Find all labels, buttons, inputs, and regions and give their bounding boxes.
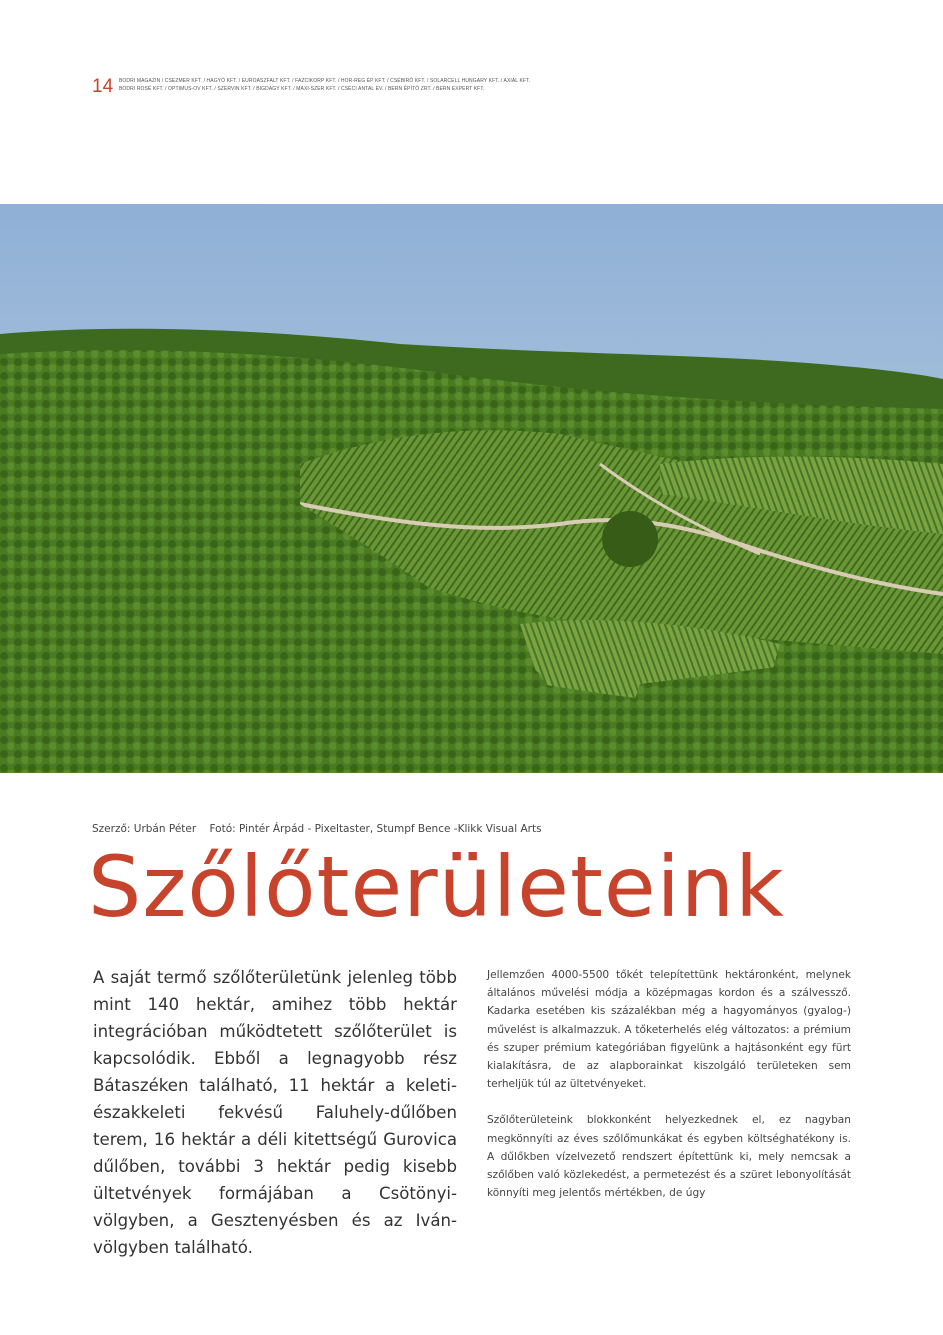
vineyard-landscape-photo [0,204,943,773]
lead-paragraph: A saját termő szőlőterületünk jelenleg több mint 140 hektár, amihez több hektár integrációban működtetett szőlőterület is kapcsolódik. Ebből a legnagyobb rész Bátaszéken található, 11 hektár a keleti-északkeleti fekvésű Faluhely-dűlőben terem, 16 hektár a déli kitettségű Gurovica dűlőben, további 3 hektár pedig kisebb ültetvények formájában a Csötönyi-völgyben, a Gesztenyésben és az Iván-völgyben található. [93,968,457,1257]
page-number: 14 [92,76,114,97]
sponsor-line: BODRI MAGAZIN / CSEZMER KFT. / HAGYÓ KFT. / EUROASZFALT KFT. / FAZCIKORP KFT. / HOR-REG ÉP KFT. / CSÉBIRÓ KFT. / SOLARCELL HUNGARY KFT. / AXIÁL KFT. [119,78,531,84]
body-paragraph: Jellemzően 4000-5500 tőkét telepítettünk hektáronként, melynek általános művelési módja a középmagas kordon és a szálvessző. Kadarka esetében kis százalékban még a hagyományos (gyalog-) művelést is alkalmazzuk. A tőketerhelés elég változatos: a prémium és szuper prémium kategóriában figyelünk a hajtásonként egy fürt kialakításra, de az alapborainkat kiszolgáló területeken sem terheljük túl az ültetvényeket. [487,969,851,1091]
sponsor-line: BODRI ROSÉ KFT. / OPTIMUS-OV KFT. / SZERVIN KFT. / BIGDAGY KFT. / MAXI-SZER KFT. / CSÉCI ANTAL EV. / BERN ÉPÍTŐ ZRT. / BERN EXPERT KFT. [119,86,485,92]
sponsor-list [119,77,531,93]
body-paragraph: Szőlőterületeink blokkonként helyezkednek el, ez nagyban megkönnyíti az éves szőlőmunkákat és egyben költséghatékony is. A dűlőkben vízelvezető rendszert építettünk ki, mely nemcsak a szőlőben való közlekedést, a permetezést és a szüret lebonyolítását könnyíti meg jelentős mértékben, de úgy [487,1114,851,1200]
author-credit: Szerző: Urbán Péter [92,823,197,835]
photo-credits [92,823,542,835]
body-column [487,966,851,1220]
article-title: Szőlőterületeink [88,838,785,936]
photo-credit: Fotó: Pintér Árpád - Pixeltaster, Stumpf Bence -Klikk Visual Arts [209,823,542,835]
